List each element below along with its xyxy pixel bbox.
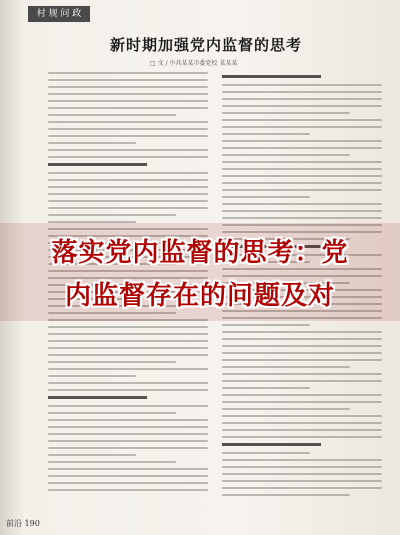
text-line (222, 196, 310, 198)
column-tag: 村 规 问 政 (28, 6, 90, 22)
text-line (48, 475, 208, 477)
text-line (222, 210, 382, 212)
text-line (222, 217, 382, 219)
text-line (222, 422, 382, 424)
text-line (222, 331, 382, 333)
text-line (222, 494, 350, 496)
overlay-title-line-1: 落实党内监督的思考：党 (51, 238, 349, 268)
article-source: □ 文 / 中共某某市委党校 某某某 (150, 60, 238, 67)
text-line (48, 426, 208, 428)
text-line (222, 429, 382, 431)
text-line (48, 368, 208, 370)
text-line (222, 401, 382, 403)
text-line (48, 354, 208, 356)
text-line (48, 186, 208, 188)
text-line (48, 72, 208, 74)
text-line (48, 482, 208, 484)
text-line (48, 375, 136, 377)
text-line (48, 93, 208, 95)
text-line (222, 380, 382, 382)
text-line (222, 91, 382, 93)
text-line (222, 133, 310, 135)
text-line (222, 359, 382, 361)
text-line (48, 200, 208, 202)
text-line (222, 452, 310, 454)
section-heading (48, 163, 147, 166)
text-line (48, 121, 208, 123)
text-line (222, 352, 382, 354)
text-line (48, 214, 176, 216)
text-line (222, 175, 382, 177)
text-line (48, 193, 208, 195)
text-line (48, 86, 208, 88)
text-line (48, 142, 136, 144)
text-line (222, 345, 382, 347)
text-line (48, 405, 208, 407)
text-line (48, 114, 176, 116)
text-line (48, 107, 208, 109)
text-line (222, 480, 382, 482)
text-line (222, 154, 350, 156)
text-line (48, 128, 208, 130)
text-line (222, 119, 382, 121)
text-line (48, 468, 208, 470)
text-line (48, 389, 208, 391)
text-line (222, 373, 382, 375)
text-line (222, 487, 382, 489)
text-line (48, 433, 208, 435)
text-line (222, 168, 382, 170)
text-line (48, 347, 208, 349)
text-line (222, 203, 382, 205)
text-line (222, 105, 382, 107)
text-line (48, 440, 208, 442)
text-line (48, 454, 136, 456)
text-line (48, 207, 208, 209)
text-line (222, 394, 382, 396)
text-line (222, 147, 382, 149)
text-line (222, 415, 382, 417)
text-line (48, 79, 208, 81)
text-line (222, 436, 382, 438)
text-line (48, 412, 176, 414)
text-line (222, 140, 382, 142)
text-line (222, 324, 310, 326)
text-line (222, 84, 382, 86)
text-line (48, 100, 208, 102)
section-heading (222, 443, 321, 446)
article-title: 新时期加强党内监督的思考 (110, 36, 303, 54)
text-line (222, 366, 350, 368)
text-line (222, 466, 382, 468)
text-line (222, 459, 382, 461)
text-line (222, 189, 382, 191)
text-line (48, 461, 176, 463)
text-line (48, 419, 208, 421)
text-line (48, 135, 208, 137)
text-line (222, 126, 382, 128)
text-line (222, 473, 382, 475)
section-heading (222, 75, 321, 78)
text-line (48, 179, 208, 181)
page-footer: 前沿 190 (6, 519, 40, 528)
text-line (48, 447, 208, 449)
text-line (222, 338, 382, 340)
text-line (222, 98, 382, 100)
text-line (222, 182, 382, 184)
section-heading (48, 396, 147, 399)
overlay-title-line-2: 内监督存在的问题及对 (64, 281, 335, 311)
text-line (222, 408, 350, 410)
text-line (48, 149, 208, 151)
text-line (222, 112, 350, 114)
text-line (48, 326, 208, 328)
text-line (48, 340, 208, 342)
text-line (48, 172, 208, 174)
text-line (48, 333, 208, 335)
text-line (222, 161, 382, 163)
text-line (48, 489, 208, 491)
text-line (48, 156, 208, 158)
text-line (222, 387, 310, 389)
text-line (48, 382, 208, 384)
text-line (48, 361, 176, 363)
